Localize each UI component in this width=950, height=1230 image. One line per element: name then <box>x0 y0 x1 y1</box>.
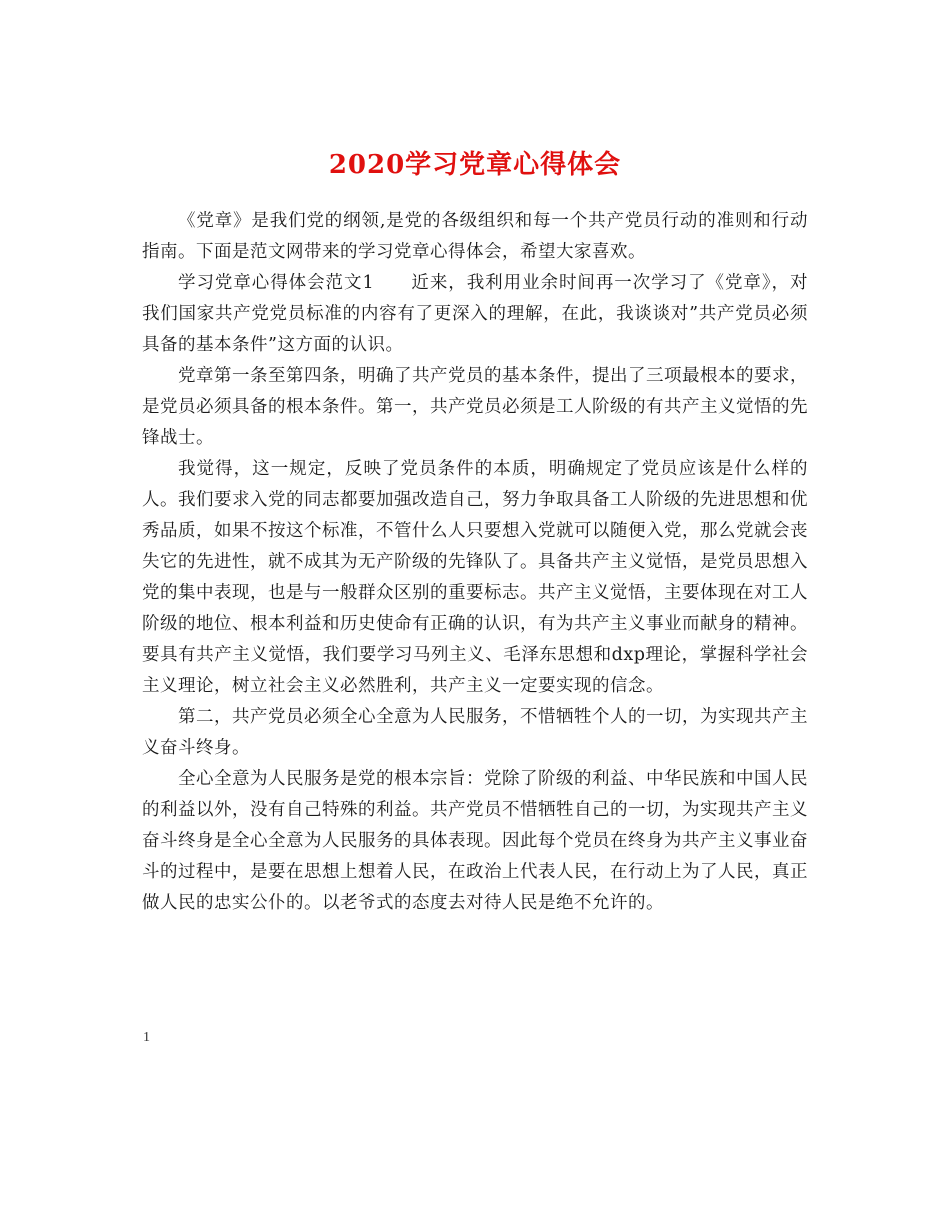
paragraph-sample-1: 学习党章心得体会范文1 近来，我利用业余时间再一次学习了《党章》，对我们国家共产党党员标准的内容有了更深入的理解，在此，我谈谈对”共产党员必须具备的基本条件”这方面的认识。 <box>142 273 808 355</box>
page-number: 1 <box>143 1030 150 1045</box>
paragraph-basic-conditions: 党章第一条至第四条，明确了共产党员的基本条件，提出了三项最根本的要求，是党员必须具备的根本条件。第一，共产党员必须是工人阶级的有共产主义觉悟的先锋战士。 <box>142 366 808 448</box>
paragraph-serve-people: 全心全意为人民服务是党的根本宗旨：党除了阶级的利益、中华民族和中国人民的利益以外，没有自己特殊的利益。共产党员不惜牺牲自己的一切，为实现共产主义奋斗终身是全心全意为人民服务的具体表现。因此每个党员在终身为共产主义事业奋斗的过程中，是要在思想上想着人民，在政治上代表人民，在行动上为了人民，真正做人民的忠实公仆的。以老爷式的态度去对待人民是绝不允许的。 <box>142 769 808 913</box>
paragraph-intro: 《党章》是我们党的纲领,是党的各级组织和每一个共产党员行动的准则和行动指南。下面是范文网带来的学习党章心得体会，希望大家喜欢。 <box>142 211 808 262</box>
paragraph-awareness: 我觉得，这一规定，反映了党员条件的本质，明确规定了党员应该是什么样的人。我们要求入党的同志都要加强改造自己，努力争取具备工人阶级的先进思想和优秀品质，如果不按这个标准，不管什么人只要想入党就可以随便入党，那么党就会丧失它的先进性，就不成其为无产阶级的先锋队了。具备共产主义觉悟，是党员思想入党的集中表现，也是与一般群众区别的重要标志。共产主义觉悟，主要体现在对工人阶级的地位、根本利益和历史使命有正确的认识，有为共产主义事业而献身的精神。要具有共产主义觉悟，我们要学习马列主义、毛泽东思想和dxp理论，掌握科学社会主义理论，树立社会主义必然胜利，共产主义一定要实现的信念。 <box>142 459 808 696</box>
document-body <box>142 206 808 919</box>
document-title: 2020学习党章心得体会 <box>328 150 622 181</box>
paragraph-second-condition: 第二，共产党员必须全心全意为人民服务，不惜牺牲个人的一切，为实现共产主义奋斗终身。 <box>142 707 808 758</box>
